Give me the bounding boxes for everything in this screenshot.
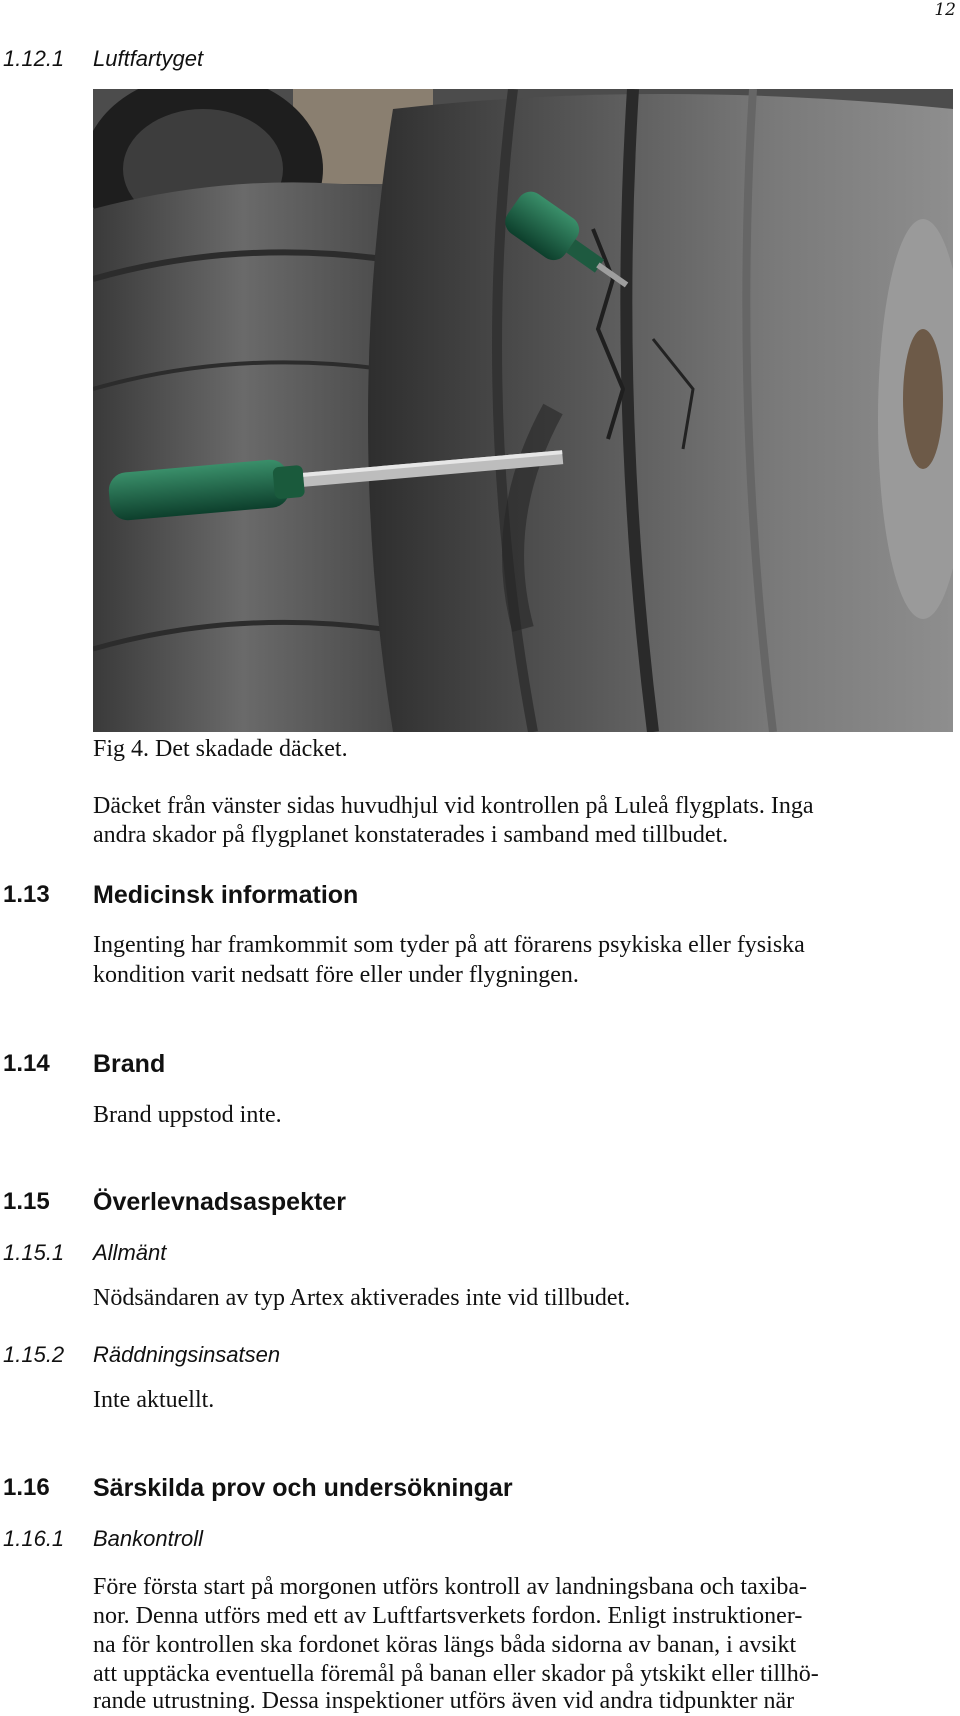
section-number-1-12-1: 1.12.1 bbox=[3, 46, 65, 71]
section-number-1-16-1: 1.16.1 bbox=[3, 1526, 65, 1551]
section-title-medicinsk-information: Medicinsk information bbox=[93, 881, 359, 909]
section-number-1-15-1: 1.15.1 bbox=[3, 1240, 65, 1265]
paragraph-1-15-1-line-1: Nödsändaren av typ Artex aktiverades inte vid tillbudet. bbox=[93, 1285, 631, 1311]
figure-description-line-2: andra skador på flygplanet konstaterades i samband med tillbudet. bbox=[93, 822, 729, 848]
damaged-tire-photo bbox=[93, 89, 953, 732]
section-number-1-16: 1.16 bbox=[3, 1474, 50, 1501]
paragraph-1-16-1-line-3: na för kontrollen ska fordonet köras längs båda sidorna av banan, i avsikt bbox=[93, 1632, 797, 1658]
section-title-overlevnadsaspekter: Överlevnadsaspekter bbox=[93, 1188, 346, 1216]
section-number-1-13: 1.13 bbox=[3, 881, 50, 908]
paragraph-1-13-line-2: kondition varit nedsatt före eller under flygningen. bbox=[93, 962, 579, 988]
page-number: 12 bbox=[934, 0, 956, 20]
figure-description-line-1: Däcket från vänster sidas huvudhjul vid kontrollen på Luleå flygplats. Inga bbox=[93, 793, 814, 819]
section-title-luftfartyget: Luftfartyget bbox=[93, 46, 204, 71]
section-title-brand: Brand bbox=[93, 1050, 166, 1078]
paragraph-1-16-1-line-4: att upptäcka eventuella föremål på banan eller skador på ytskikt eller tillhö- bbox=[93, 1661, 819, 1687]
section-number-1-15-2: 1.15.2 bbox=[3, 1342, 65, 1367]
section-title-raddningsinsatsen: Räddningsinsatsen bbox=[93, 1342, 281, 1367]
section-title-bankontroll: Bankontroll bbox=[93, 1526, 204, 1551]
paragraph-1-15-2-line-1: Inte aktuellt. bbox=[93, 1387, 215, 1413]
section-number-1-14: 1.14 bbox=[3, 1050, 50, 1077]
paragraph-1-13-line-1: Ingenting har framkommit som tyder på att förarens psykiska eller fysiska bbox=[93, 932, 805, 958]
section-title-allmant: Allmänt bbox=[93, 1240, 167, 1265]
paragraph-1-14-line-1: Brand uppstod inte. bbox=[93, 1102, 282, 1128]
section-title-sarskilda-prov: Särskilda prov och undersökningar bbox=[93, 1474, 513, 1502]
section-number-1-15: 1.15 bbox=[3, 1188, 50, 1215]
paragraph-1-16-1-line-5: rande utrustning. Dessa inspektioner utförs även vid andra tidpunkter när bbox=[93, 1688, 795, 1714]
figure-caption: Fig 4. Det skadade däcket. bbox=[93, 736, 348, 762]
paragraph-1-16-1-line-1: Före första start på morgonen utförs kontroll av landningsbana och taxiba- bbox=[93, 1574, 808, 1600]
paragraph-1-16-1-line-2: nor. Denna utförs med ett av Luftfartsverkets fordon. Enligt instruktioner- bbox=[93, 1603, 803, 1629]
